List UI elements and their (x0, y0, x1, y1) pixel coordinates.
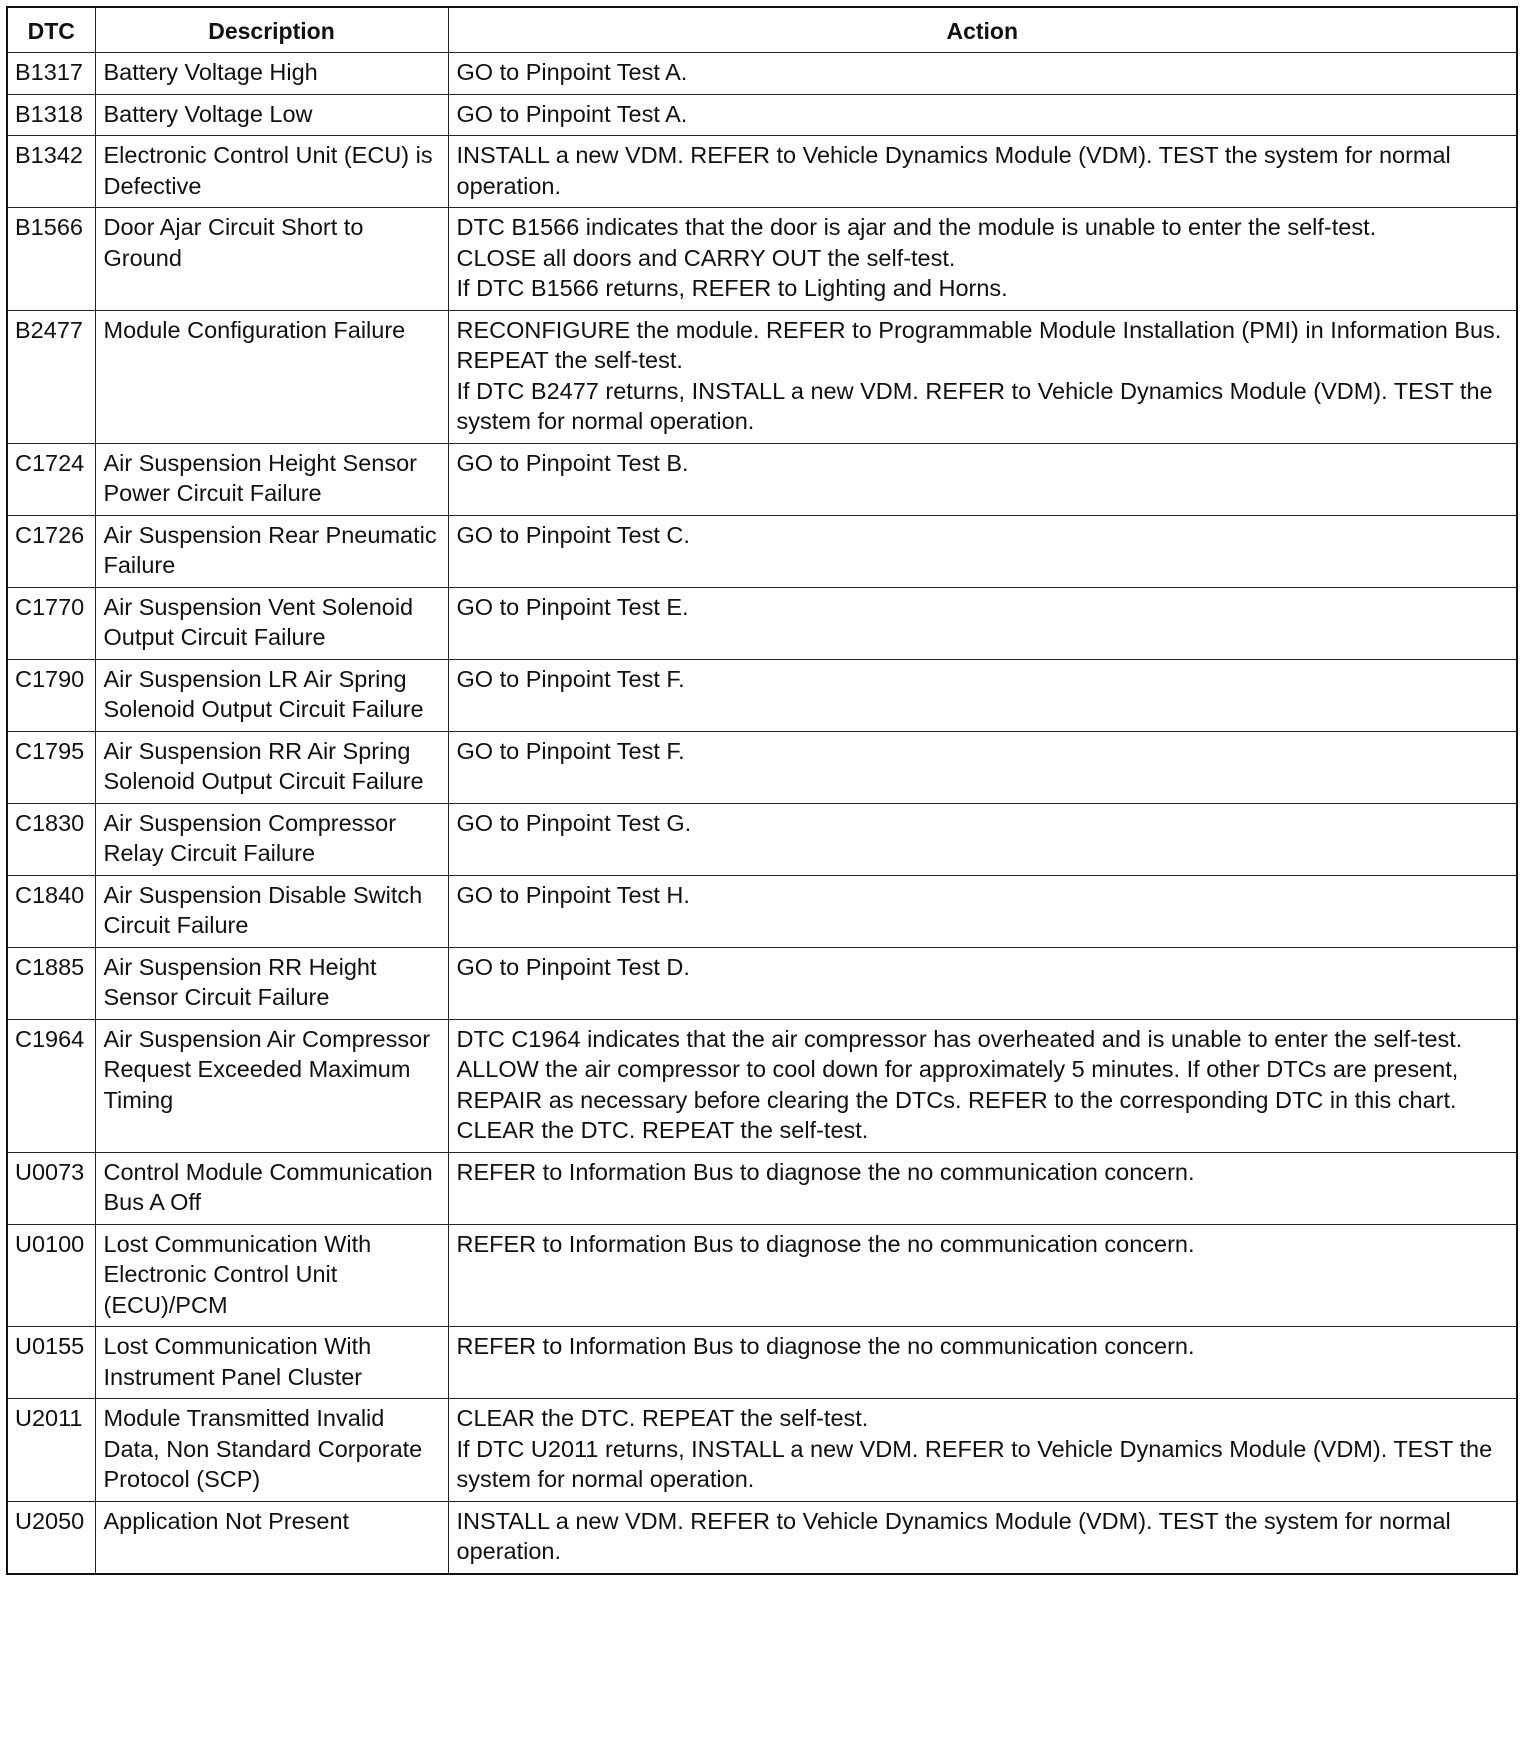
action-cell (448, 803, 1517, 875)
action-cell (448, 1224, 1517, 1327)
description-cell: Electronic Control Unit (ECU) is Defective (95, 136, 448, 208)
table-row (7, 1019, 1517, 1152)
action-cell (448, 515, 1517, 587)
header-dtc: DTC (7, 7, 95, 53)
description-cell: Lost Communication With Electronic Control Unit (ECU)/PCM (95, 1224, 448, 1327)
action-line: REFER to Information Bus to diagnose the no communication concern. (456, 1230, 1195, 1257)
action-cell (448, 443, 1517, 515)
dtc-code-cell: B1317 (7, 53, 95, 95)
description-cell: Air Suspension RR Air Spring Solenoid Output Circuit Failure (95, 731, 448, 803)
action-cell (448, 875, 1517, 947)
action-cell (448, 947, 1517, 1019)
action-line: GO to Pinpoint Test G. (456, 809, 692, 836)
description-cell: Air Suspension RR Height Sensor Circuit Failure (95, 947, 448, 1019)
action-line: RECONFIGURE the module. REFER to Programmable Module Installation (PMI) in Information Bus. REPEAT the self-test. (456, 316, 1502, 373)
action-cell (448, 208, 1517, 311)
header-row (7, 7, 1517, 53)
action-line: GO to Pinpoint Test H. (456, 881, 690, 908)
table-row (7, 875, 1517, 947)
table-row (7, 659, 1517, 731)
action-line: GO to Pinpoint Test B. (456, 449, 689, 476)
dtc-code-cell: B1566 (7, 208, 95, 311)
table-row (7, 515, 1517, 587)
description-cell: Air Suspension Disable Switch Circuit Failure (95, 875, 448, 947)
dtc-code-cell: U0073 (7, 1152, 95, 1224)
action-cell (448, 587, 1517, 659)
dtc-code-cell: C1830 (7, 803, 95, 875)
action-cell (448, 659, 1517, 731)
description-cell: Air Suspension LR Air Spring Solenoid Output Circuit Failure (95, 659, 448, 731)
table-row (7, 1327, 1517, 1399)
action-line: CLEAR the DTC. REPEAT the self-test. (456, 1405, 869, 1431)
action-cell (448, 731, 1517, 803)
table-body (7, 53, 1517, 1574)
action-cell (448, 1019, 1517, 1152)
description-cell: Application Not Present (95, 1501, 448, 1574)
description-cell: Air Suspension Rear Pneumatic Failure (95, 515, 448, 587)
description-cell: Control Module Communication Bus A Off (95, 1152, 448, 1224)
table-row (7, 94, 1517, 136)
description-cell: Door Ajar Circuit Short to Ground (95, 208, 448, 311)
action-cell (448, 1327, 1517, 1399)
action-line: DTC B1566 indicates that the door is ajar and the module is unable to enter the self-test. (456, 214, 1377, 240)
action-cell (448, 136, 1517, 208)
dtc-table (6, 6, 1518, 1575)
action-line: GO to Pinpoint Test F. (456, 737, 685, 764)
action-line: CLOSE all doors and CARRY OUT the self-test. (456, 244, 956, 271)
description-cell: Module Transmitted Invalid Data, Non Standard Corporate Protocol (SCP) (95, 1399, 448, 1502)
dtc-code-cell: C1964 (7, 1019, 95, 1152)
action-line: REFER to Information Bus to diagnose the no communication concern. (456, 1333, 1195, 1359)
description-cell: Battery Voltage High (95, 53, 448, 95)
action-line: If DTC B2477 returns, INSTALL a new VDM. REFER to Vehicle Dynamics Module (VDM). TEST the system for normal operation. (456, 377, 1493, 434)
table-row (7, 1501, 1517, 1574)
header-description: Description (95, 7, 448, 53)
table-row (7, 803, 1517, 875)
action-cell (448, 94, 1517, 136)
table-row (7, 53, 1517, 95)
action-line: GO to Pinpoint Test E. (456, 593, 689, 620)
dtc-code-cell: C1724 (7, 443, 95, 515)
dtc-code-cell: U0155 (7, 1327, 95, 1399)
description-cell: Air Suspension Air Compressor Request Exceeded Maximum Timing (95, 1019, 448, 1152)
table-row (7, 136, 1517, 208)
action-line: GO to Pinpoint Test A. (456, 100, 688, 127)
dtc-code-cell: C1840 (7, 875, 95, 947)
table-row (7, 947, 1517, 1019)
description-cell: Air Suspension Vent Solenoid Output Circuit Failure (95, 587, 448, 659)
action-line: INSTALL a new VDM. REFER to Vehicle Dynamics Module (VDM). TEST the system for normal operation. (456, 1507, 1451, 1564)
description-cell: Air Suspension Height Sensor Power Circuit Failure (95, 443, 448, 515)
action-line: GO to Pinpoint Test D. (456, 953, 690, 980)
action-line: If DTC B1566 returns, REFER to Lighting and Horns. (456, 275, 1008, 301)
action-line: GO to Pinpoint Test A. (456, 59, 688, 85)
action-line: INSTALL a new VDM. REFER to Vehicle Dynamics Module (VDM). TEST the system for normal operation. (456, 142, 1451, 199)
description-cell: Module Configuration Failure (95, 310, 448, 443)
table-row (7, 1224, 1517, 1327)
table-header (7, 7, 1517, 53)
header-action: Action (448, 7, 1517, 53)
action-line: DTC C1964 indicates that the air compressor has overheated and is unable to enter the self-test. ALLOW the air compressor to cool down for approximately 5 minutes. If other DTCs are present, REPAIR as necessary before clearing the DTCs. REFER to the corresponding DTC in this chart. CLEAR the DTC. REPEAT the self-test. (456, 1025, 1463, 1143)
dtc-code-cell: B1342 (7, 136, 95, 208)
description-cell: Lost Communication With Instrument Panel Cluster (95, 1327, 448, 1399)
dtc-code-cell: C1795 (7, 731, 95, 803)
action-line: If DTC U2011 returns, INSTALL a new VDM. REFER to Vehicle Dynamics Module (VDM). TEST the system for normal operation. (456, 1435, 1493, 1492)
dtc-code-cell: U2011 (7, 1399, 95, 1502)
dtc-code-cell: U2050 (7, 1501, 95, 1574)
description-cell: Battery Voltage Low (95, 94, 448, 136)
dtc-code-cell: B1318 (7, 94, 95, 136)
dtc-code-cell: B2477 (7, 310, 95, 443)
action-line: REFER to Information Bus to diagnose the no communication concern. (456, 1158, 1195, 1185)
dtc-code-cell: C1790 (7, 659, 95, 731)
table-row (7, 443, 1517, 515)
action-cell (448, 1152, 1517, 1224)
table-row (7, 731, 1517, 803)
action-cell (448, 1399, 1517, 1502)
action-line: GO to Pinpoint Test F. (456, 665, 685, 692)
dtc-code-cell: C1770 (7, 587, 95, 659)
description-cell: Air Suspension Compressor Relay Circuit Failure (95, 803, 448, 875)
table-row (7, 310, 1517, 443)
table-row (7, 1152, 1517, 1224)
action-line: GO to Pinpoint Test C. (456, 521, 690, 548)
action-cell (448, 1501, 1517, 1574)
table-row (7, 208, 1517, 311)
dtc-code-cell: C1885 (7, 947, 95, 1019)
action-cell (448, 310, 1517, 443)
dtc-code-cell: C1726 (7, 515, 95, 587)
table-row (7, 587, 1517, 659)
action-cell (448, 53, 1517, 95)
dtc-code-cell: U0100 (7, 1224, 95, 1327)
table-row (7, 1399, 1517, 1502)
